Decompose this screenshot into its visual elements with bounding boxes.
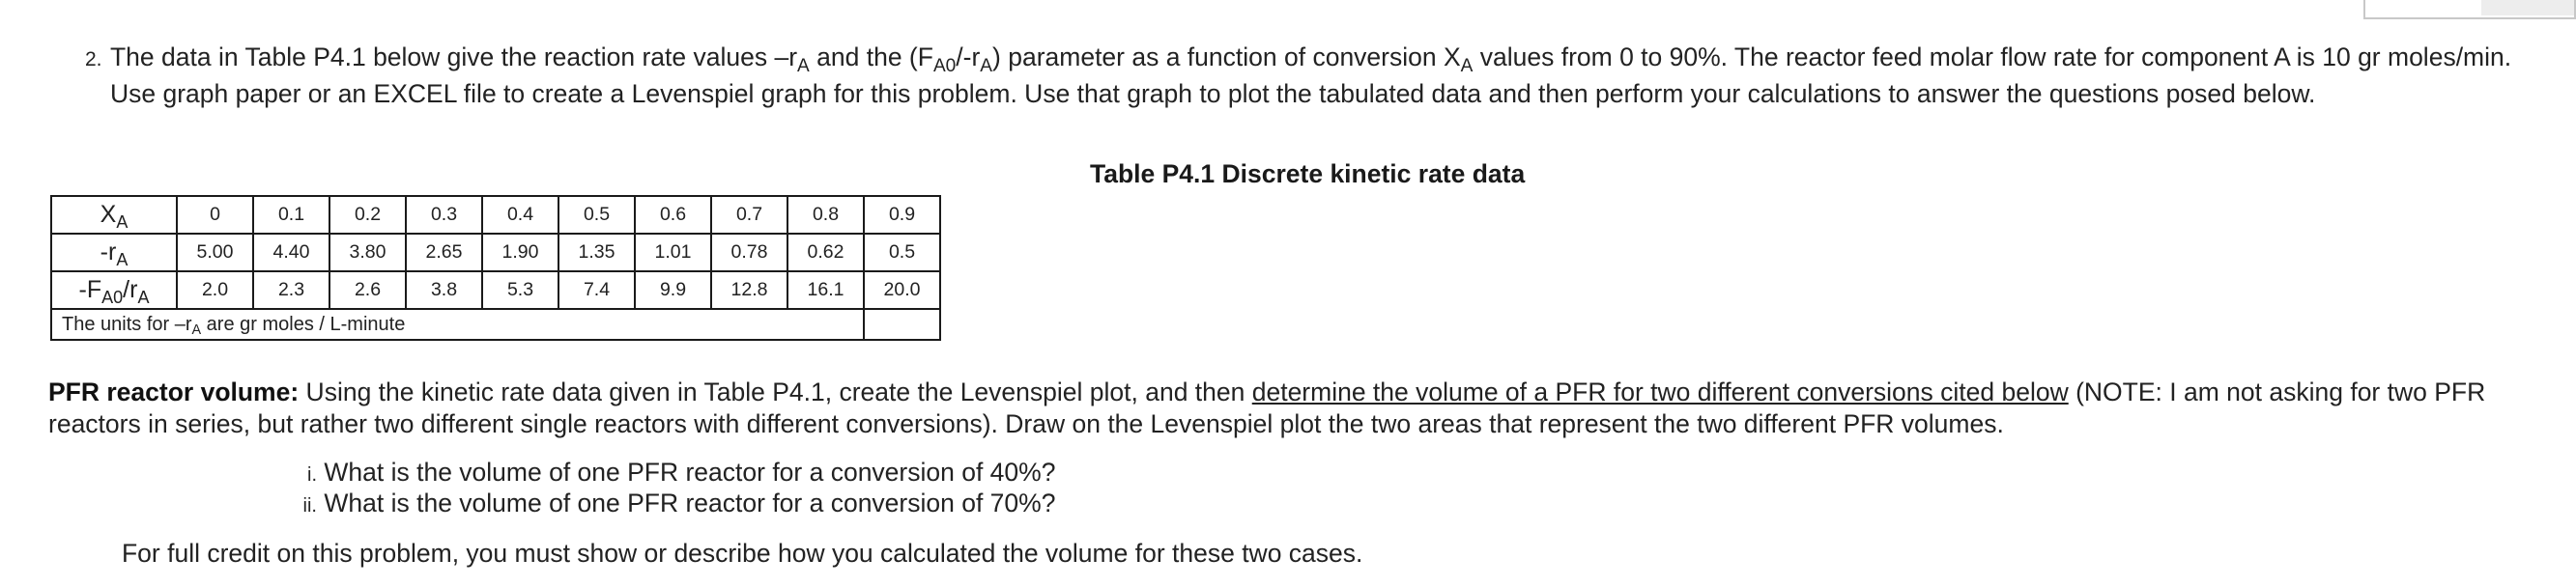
section-heading: PFR reactor volume: <box>48 377 300 406</box>
problem-sub-a: A <box>797 56 810 77</box>
table-cell: 0.5 <box>558 196 635 234</box>
table-cell: 0.6 <box>635 196 711 234</box>
table-cell: 3.8 <box>406 271 482 309</box>
table-cell: 12.8 <box>711 271 787 309</box>
question-1-text: What is the volume of one PFR reactor for a conversion of 40%? <box>324 458 1056 487</box>
question-2 <box>300 489 1055 518</box>
table-row <box>51 196 940 234</box>
problem-line-1 <box>85 41 2559 77</box>
question-2-number: ii. <box>302 495 317 517</box>
table-cell: 0.3 <box>406 196 482 234</box>
table-cell: 0.5 <box>864 234 940 271</box>
window-corner-shade <box>2481 0 2574 15</box>
pfr-section <box>48 377 2561 440</box>
problem-text-c: /-r <box>956 42 981 71</box>
table-cell: 5.00 <box>177 234 253 271</box>
table-cell: 0 <box>177 196 253 234</box>
problem-text-b: and the (F <box>809 42 933 71</box>
table-cell: 0.8 <box>787 196 864 234</box>
window-corner-frame <box>2363 0 2576 19</box>
section-text-a: Using the kinetic rate data given in Table P4.1, create the Levenspiel plot, and then <box>299 377 1252 406</box>
table-row <box>51 271 940 309</box>
problem-sub-c: A <box>980 56 993 77</box>
table-cell: 4.40 <box>253 234 329 271</box>
credit-note: For full credit on this problem, you must show or describe how you calculated the volume for these two cases. <box>122 539 1363 568</box>
table-cell: 2.3 <box>253 271 329 309</box>
table-cell: 9.9 <box>635 271 711 309</box>
problem-line-2: Use graph paper or an EXCEL file to create a Levenspiel graph for this problem. Use that graph to plot the tabulated data and then perform your calculations to answer the questions posed below. <box>110 79 2316 108</box>
problem-text-e: values from 0 to 90%. The reactor feed molar flow rate for component A is 10 gr moles/min. <box>1473 42 2512 71</box>
problem-sub-b: A0 <box>932 56 957 77</box>
table-cell: 20.0 <box>864 271 940 309</box>
table-cell: 5.3 <box>482 271 558 309</box>
table-cell: 0.2 <box>329 196 406 234</box>
question-2-text: What is the volume of one PFR reactor for a conversion of 70%? <box>324 489 1056 517</box>
table-empty-cell <box>864 309 940 340</box>
table-row-label: $-F_{A0}/r_A$ <box>51 271 177 309</box>
problem-number: 2. <box>85 48 102 70</box>
table-row-label: $X_A$ <box>51 196 177 234</box>
problem-statement <box>85 41 2559 110</box>
table-cell: 1.35 <box>558 234 635 271</box>
table-cell: 0.9 <box>864 196 940 234</box>
table-row <box>51 234 940 271</box>
table-cell: 0.62 <box>787 234 864 271</box>
table-cell: 2.0 <box>177 271 253 309</box>
table-cell: 0.1 <box>253 196 329 234</box>
table-cell: 2.65 <box>406 234 482 271</box>
table-cell: 0.78 <box>711 234 787 271</box>
table-cell: 16.1 <box>787 271 864 309</box>
kinetic-rate-table <box>50 195 941 341</box>
table-cell: 0.7 <box>711 196 787 234</box>
problem-sub-d: A <box>1460 56 1474 77</box>
table-row-label: $-r_A$ <box>51 234 177 271</box>
table-cell: 2.6 <box>329 271 406 309</box>
section-underlined-text: determine the volume of a PFR for two different conversions cited below <box>1251 377 2069 406</box>
table-cell: 3.80 <box>329 234 406 271</box>
table-units-note: The units for $-r_A$ are gr moles / L-minute <box>51 309 864 340</box>
question-1-number: i. <box>307 464 317 486</box>
table-title: Table P4.1 Discrete kinetic rate data <box>1090 159 1526 188</box>
question-1 <box>305 458 1055 488</box>
problem-text-a: The data in Table P4.1 below give the reaction rate values –r <box>110 42 798 71</box>
problem-text-d: ) parameter as a function of conversion X <box>992 42 1461 71</box>
table-note-row <box>51 309 940 340</box>
section-text-b: (NOTE: I am not asking for two PFR reactors in series, but rather two different single reactors with different conversions). Draw on the Levenspiel plot the two areas that represent the two different PFR volumes. <box>48 377 2486 438</box>
table-cell: 1.90 <box>482 234 558 271</box>
table-cell: 0.4 <box>482 196 558 234</box>
table-cell: 7.4 <box>558 271 635 309</box>
table-cell: 1.01 <box>635 234 711 271</box>
